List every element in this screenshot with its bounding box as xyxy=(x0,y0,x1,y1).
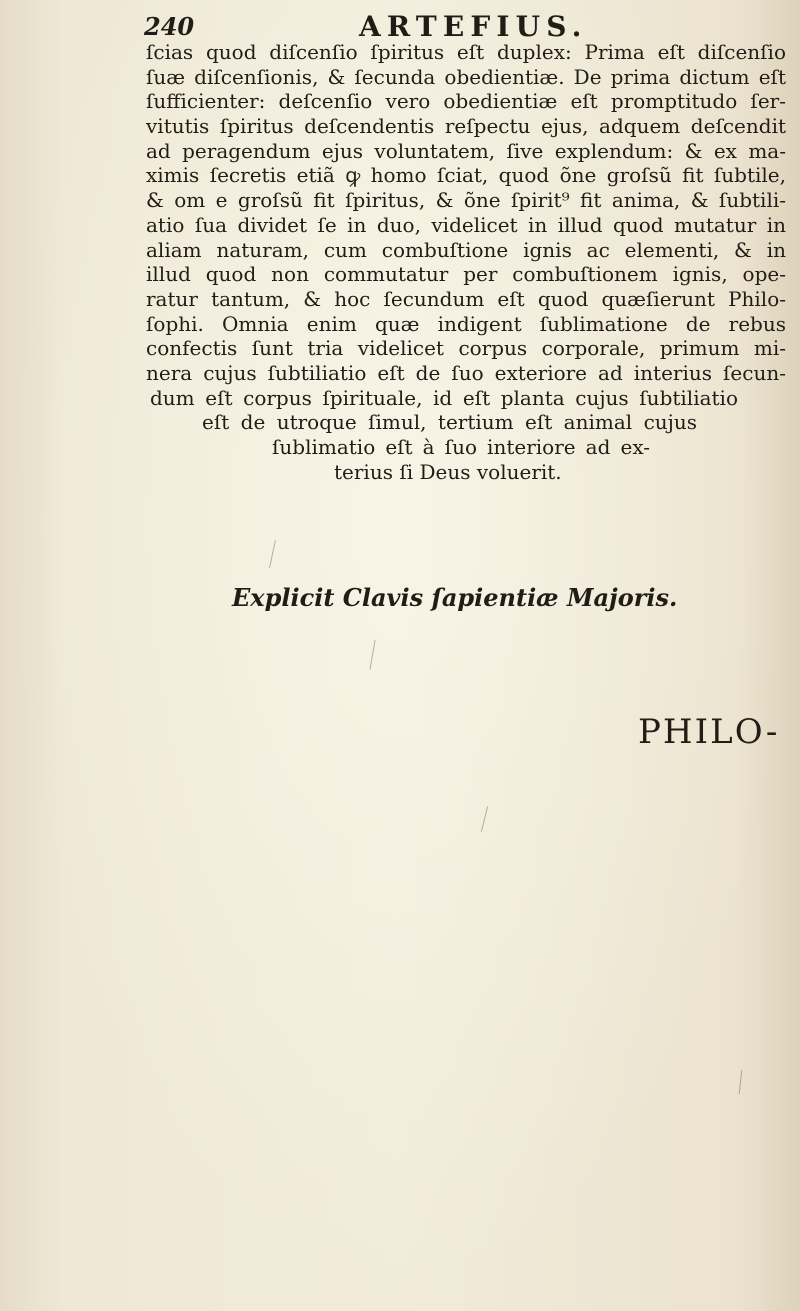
text-line: atio ſua dividet ſe in duo, videlicet in illud quod mutatur in xyxy=(146,212,786,237)
text-line: ſcias quod diſcenſio ſpiritus eſt duplex: Prima eſt diſcenſio xyxy=(146,40,786,64)
text-line: terius ſi Deus voluerit. xyxy=(334,459,562,484)
text-line: ſufficienter: deſcenſio vero obedientiæ eſt promptitudo ſer- xyxy=(146,89,786,114)
text-line: ratur tantum, & hoc ſecundum eſt quod quæſierunt Philo- xyxy=(146,286,786,311)
explicit-colophon: Explicit Clavis ſapientiæ Majoris. xyxy=(232,583,678,612)
text-line: aliam naturam, cum combuſtione ignis ac elementi, & in xyxy=(146,237,786,262)
body-text xyxy=(146,40,786,484)
text-line: ſublimatio eſt à ſuo interiore ad ex- xyxy=(272,435,650,459)
paper-mark xyxy=(269,540,276,568)
text-line: ad peragendum ejus voluntatem, ſive explendum: & ex ma- xyxy=(146,138,786,163)
paper-mark xyxy=(481,806,488,831)
text-line: confectis ſunt tria videlicet corpus corporale, primum mi- xyxy=(146,336,786,361)
page-header xyxy=(144,8,644,43)
text-line: vitutis ſpiritus deſcendentis reſpectu ejus, adquem deſcendit xyxy=(146,114,786,139)
paper-mark xyxy=(739,1070,743,1094)
running-head: ARTEFIUS. xyxy=(359,10,588,43)
text-line: illud quod non commutatur per combuſtionem ignis, ope- xyxy=(146,262,786,287)
text-line: ſuæ diſcenſionis, & ſecunda obedientiæ. De prima dictum eſt xyxy=(146,64,786,89)
text-line: eſt de utroque ſimul, tertium eſt animal cujus xyxy=(202,410,697,435)
text-line: dum eſt corpus ſpirituale, id eſt planta cujus ſubtiliatio xyxy=(150,385,738,410)
catchword: PHILO- xyxy=(638,712,780,752)
page-number: 240 xyxy=(144,12,195,41)
text-line: & om e groſsũ fit ſpiritus, & õne ſpirit⁹ fit anima, & ſubtili- xyxy=(146,188,786,213)
text-line: ſophi. Omnia enim quæ indigent ſublimatione de rebus xyxy=(146,311,786,336)
paper-mark xyxy=(369,640,375,670)
text-line: ximis ſecretis etiã ꝙ homo ſciat, quod õne groſsũ fit ſubtile, xyxy=(146,163,786,188)
text-line: nera cujus ſubtiliatio eſt de ſuo exteriore ad interius ſecun- xyxy=(146,360,786,385)
